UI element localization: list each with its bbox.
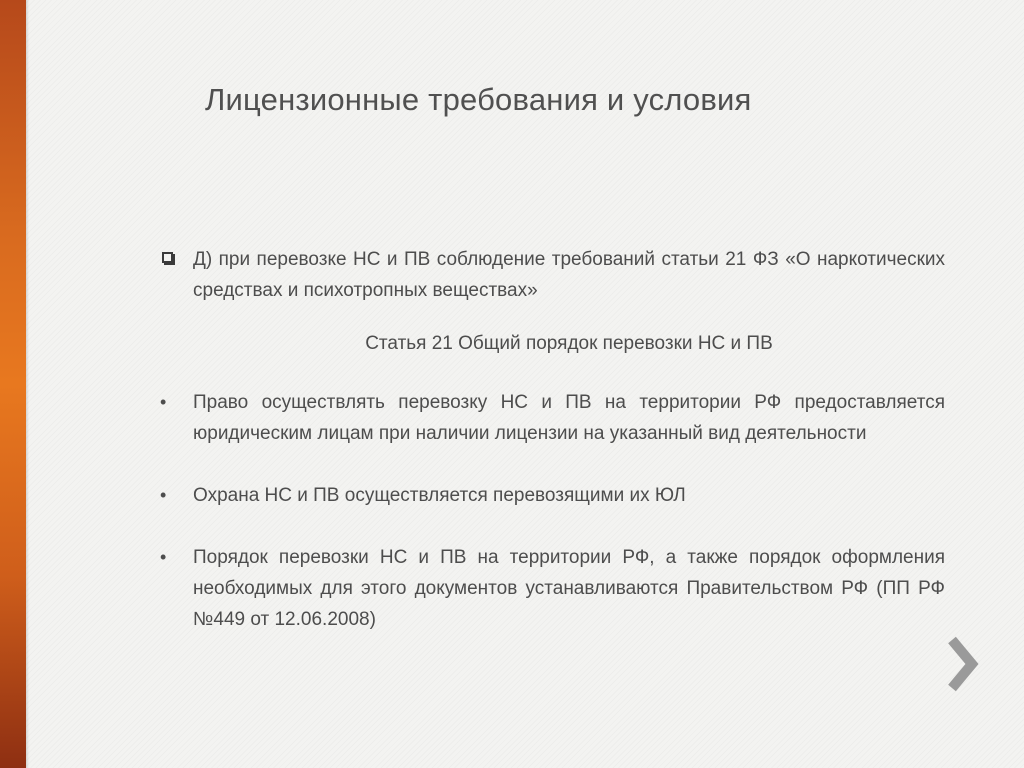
checkbox-icon (162, 252, 173, 263)
bullet-icon: • (160, 485, 167, 505)
list-item-text: Порядок перевозки НС и ПВ на территории РФ, а также порядок оформления необходимых для этого документов устанавливаются Правительством РФ (ПП РФ №449 от 12.06.2008) (193, 547, 945, 630)
bullet-list-item (160, 480, 945, 511)
chevron-right-icon[interactable] (944, 634, 980, 694)
bullet-list-item (160, 542, 945, 635)
bullet-icon: • (160, 547, 167, 567)
list-item-text: Охрана НС и ПВ осуществляется перевозящими их ЮЛ (193, 485, 686, 506)
list-item-text: Право осуществлять перевозку НС и ПВ на территории РФ предоставляется юридическим лицам при наличии лицензии на указанный вид деятельности (193, 392, 945, 444)
accent-bar (0, 0, 26, 768)
bullet-icon: • (160, 392, 167, 412)
checkbox-list-item (160, 244, 945, 306)
accent-bar-shadow (26, 0, 29, 768)
bullet-list-item (160, 387, 945, 449)
article-heading: Статья 21 Общий порядок перевозки НС и ПВ (365, 333, 773, 354)
slide-title: Лицензионные требования и условия (205, 82, 752, 117)
slide-content (160, 244, 945, 635)
list-item-text: Д) при перевозке НС и ПВ соблюдение требований статьи 21 ФЗ «О наркотических средствах и психотропных веществах» (193, 249, 945, 301)
